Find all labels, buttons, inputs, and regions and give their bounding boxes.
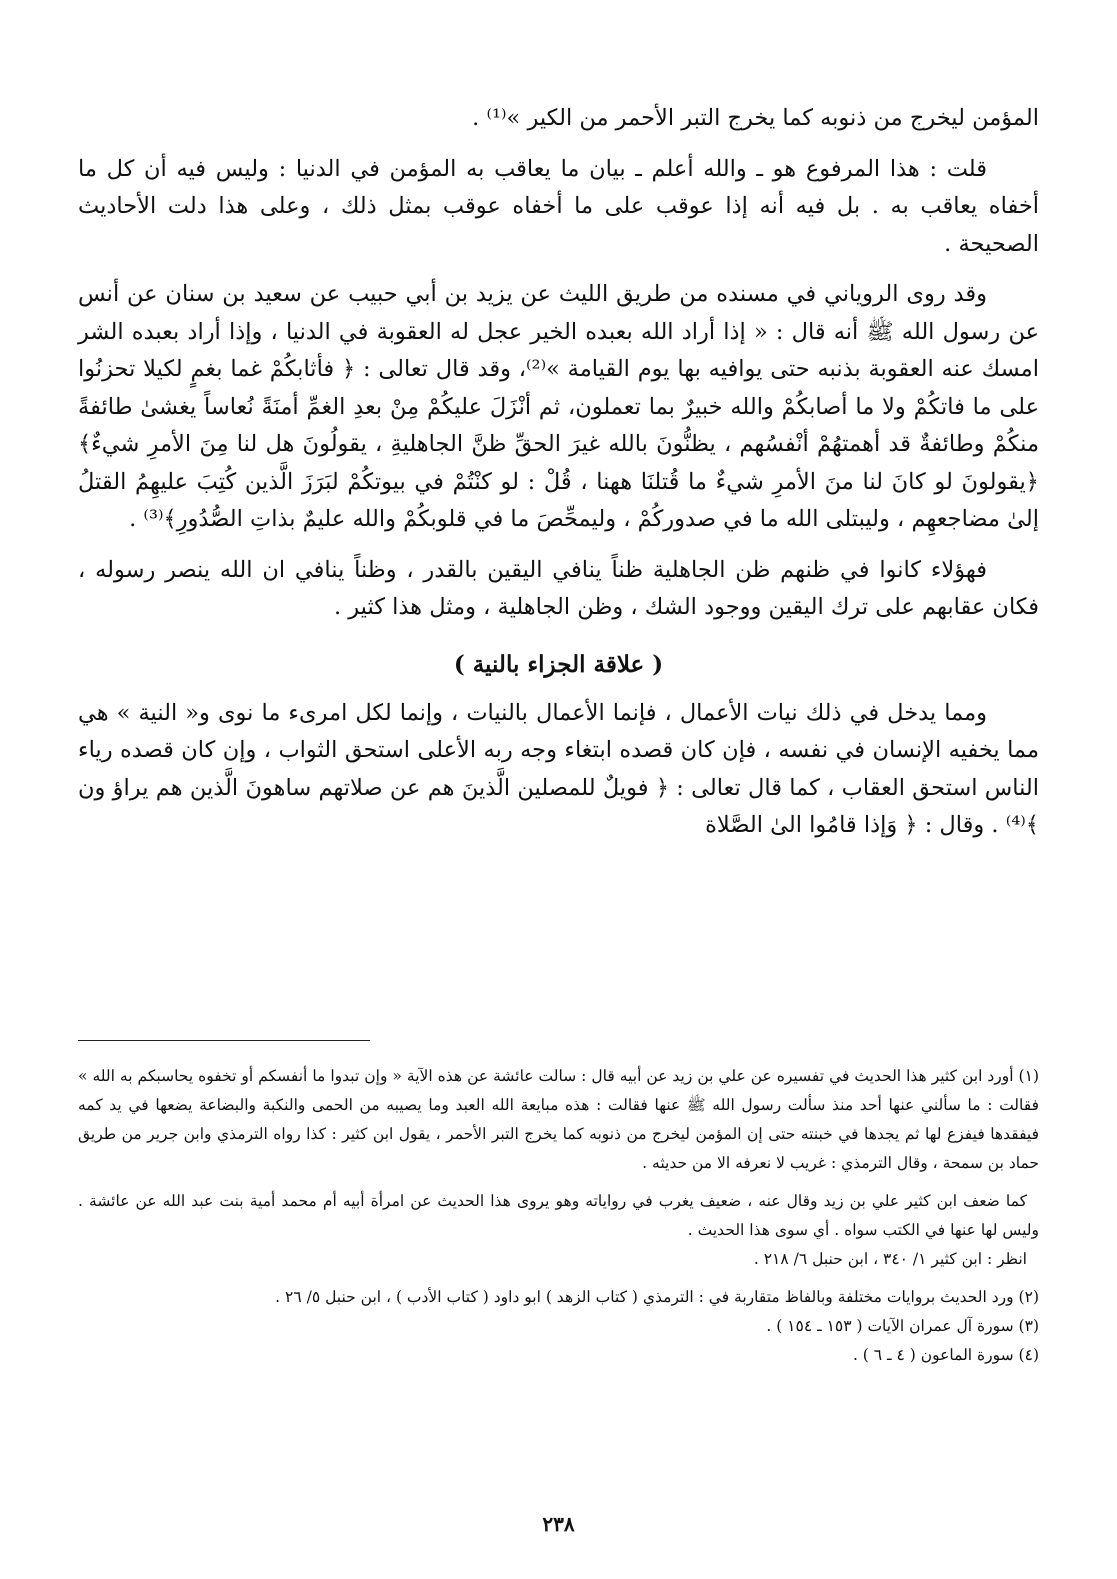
- footnotes: [78, 1062, 1039, 1370]
- footnote-1-continuation: كما ضعف ابن كثير علي بن زيد وقال عنه ، ضعيف يغرب في رواياته وهو يروى هذا الحديث عن امرأة أبيه أم محمد أمية بنت عبد الله عن عائشة . وليس لها عنها في الكتب سواه . أي سوى هذا الحديث .: [78, 1192, 1039, 1239]
- footnote-4: (٤) سورة الماعون ( ٤ ـ ٦ ) .: [852, 1346, 1039, 1364]
- footnote-2: (٢) ورد الحديث بروايات مختلفة وبالفاظ متقاربة في : الترمذي ( كتاب الزهد ) ابو داود ( كتاب الأدب ) ، ابن حنبل ٥/ ٢٦ .: [275, 1288, 1039, 1306]
- footnote-1-reference: انظر : ابن كثير ١/ ٣٤٠ ، ابن حنبل ٦/ ٢١٨ .: [753, 1250, 1027, 1268]
- main-text: [78, 100, 1039, 858]
- section-heading: ( علاقة الجزاء بالنية ): [453, 650, 664, 678]
- paragraph-intentions: ومما يدخل في ذلك نيات الأعمال ، فإنما الأعمال بالنيات ، وإنما لكل امرىء ما نوى و« النية » هي مما يخفيه الإنسان في نفسه ، فإن كان قصده ابتغاء وجه ربه الأعلى استحق الثواب ، وإن كان قصده رياء الناس استحق العقاب ، كما قال تعالى : ﴿ فويلٌ للمصلين الَّذينَ هم عن صلاتهم ساهونَ الَّذين هم يراؤ ون ﴾⁽⁴⁾ . وقال : ﴿ وَإذا قامُوا الىٰ الصَّلاة: [78, 699, 1039, 838]
- paragraph-hadith-quran: وقد روى الروياني في مسنده من طريق الليث عن يزيد بن أبي حبيب عن سعيد بن سنان عن أنس عن رسول الله ﷺ أنه قال : « إذا أراد الله بعبده الخير عجل له العقوبة في الدنيا ، وإذا أراد بعبده الشر امسك عنه العقوبة بذنبه حتى يوافيه بها يوم القيامة »⁽²⁾، وقد قال تعالى : ﴿ فأثابكُمْ غما بغمٍ لكيلا تحزنُوا على ما فاتكُمْ ولا ما أصابكُمْ والله خبيرٌ بما تعملون، ثم أنْزَلَ عليكُمْ مِنْ بعدِ الغمِّ أمنَةً نُعاساً يغشىٰ طائفةً منكُمْ وطائفةٌ قد أهمتهُمْ أنْفسُهم ، يظنُّونَ بالله غيرَ الحقِّ ظنَّ الجاهليةِ ، يقولُونَ هل لنا مِنَ الأمرِ شيءٌ﴾ ﴿يقولونَ لو كانَ لنا منَ الأمرِ شيءٌ ما قُتلنَا ههنا ، قُلْ : لو كنْتُمْ في بيوتكُمْ لبَرَزَ الَّذين كُتِبَ عليهِمُ القتلُ إلىٰ مضاجعهِم ، وليبتلى الله ما في صدوركُمْ ، وليمحِّصَ ما في قلوبكُمْ والله عليمٌ بذاتِ الصُّدُورِ﴾⁽³⁾ .: [78, 281, 1039, 532]
- footnote-1: (١) أورد ابن كثير هذا الحديث في تفسيره عن علي بن زيد عن أبيه قال : سالت عائشة عن هذه الآية « وإن تبدوا ما أنفسكم أو تخفوه يحاسبكم به الله » فقالت : ما سألني عنها أحد منذ سألت رسول الله ﷺ عنها فقالت : هذه مبايعة الله العبد وما يصيبه من الحمى والنكبة والبضاعة يضعها في يد كمه فيفقدها فيفزع لها ثم يجدها في خبنته حتى إن المؤمن ليخرج من ذنوبه كما يخرج التبر الأحمر ، يقول ابن كثير : كذا رواه الترمذي وابن جرير من طريق حماد بن سمحة ، وقال الترمذي : غريب لا نعرفه الا من حديثه .: [78, 1067, 1039, 1172]
- footnote-3: (٣) سورة آل عمران الآيات ( ١٥٣ ـ ١٥٤ ) .: [766, 1317, 1039, 1335]
- paragraph-continuation: المؤمن ليخرج من ذنوبه كما يخرج التبر الأحمر من الكير »⁽¹⁾ .: [472, 105, 1039, 131]
- footnote-divider: [78, 1040, 370, 1041]
- page-number: ٢٣٨: [542, 1512, 575, 1536]
- paragraph-conclusion: فهؤلاء كانوا في ظنهم ظن الجاهلية ظناً ينافي اليقين بالقدر ، وظناً ينافي ان الله ينصر رسوله ، فكان عقابهم على ترك اليقين ووجود الشك ، وظن الجاهلية ، ومثل هذا كثير .: [78, 556, 1039, 620]
- paragraph-commentary: قلت : هذا المرفوع هو ـ والله أعلم ـ بيان ما يعاقب به المؤمن في الدنيا : وليس فيه أن كل ما أخفاه يعاقب به . بل فيه أنه إذا عوقب على ما أخفاه عوقب بمثل ذلك ، وعلى هذا دلت الأحاديث الصحيحة .: [78, 155, 1039, 257]
